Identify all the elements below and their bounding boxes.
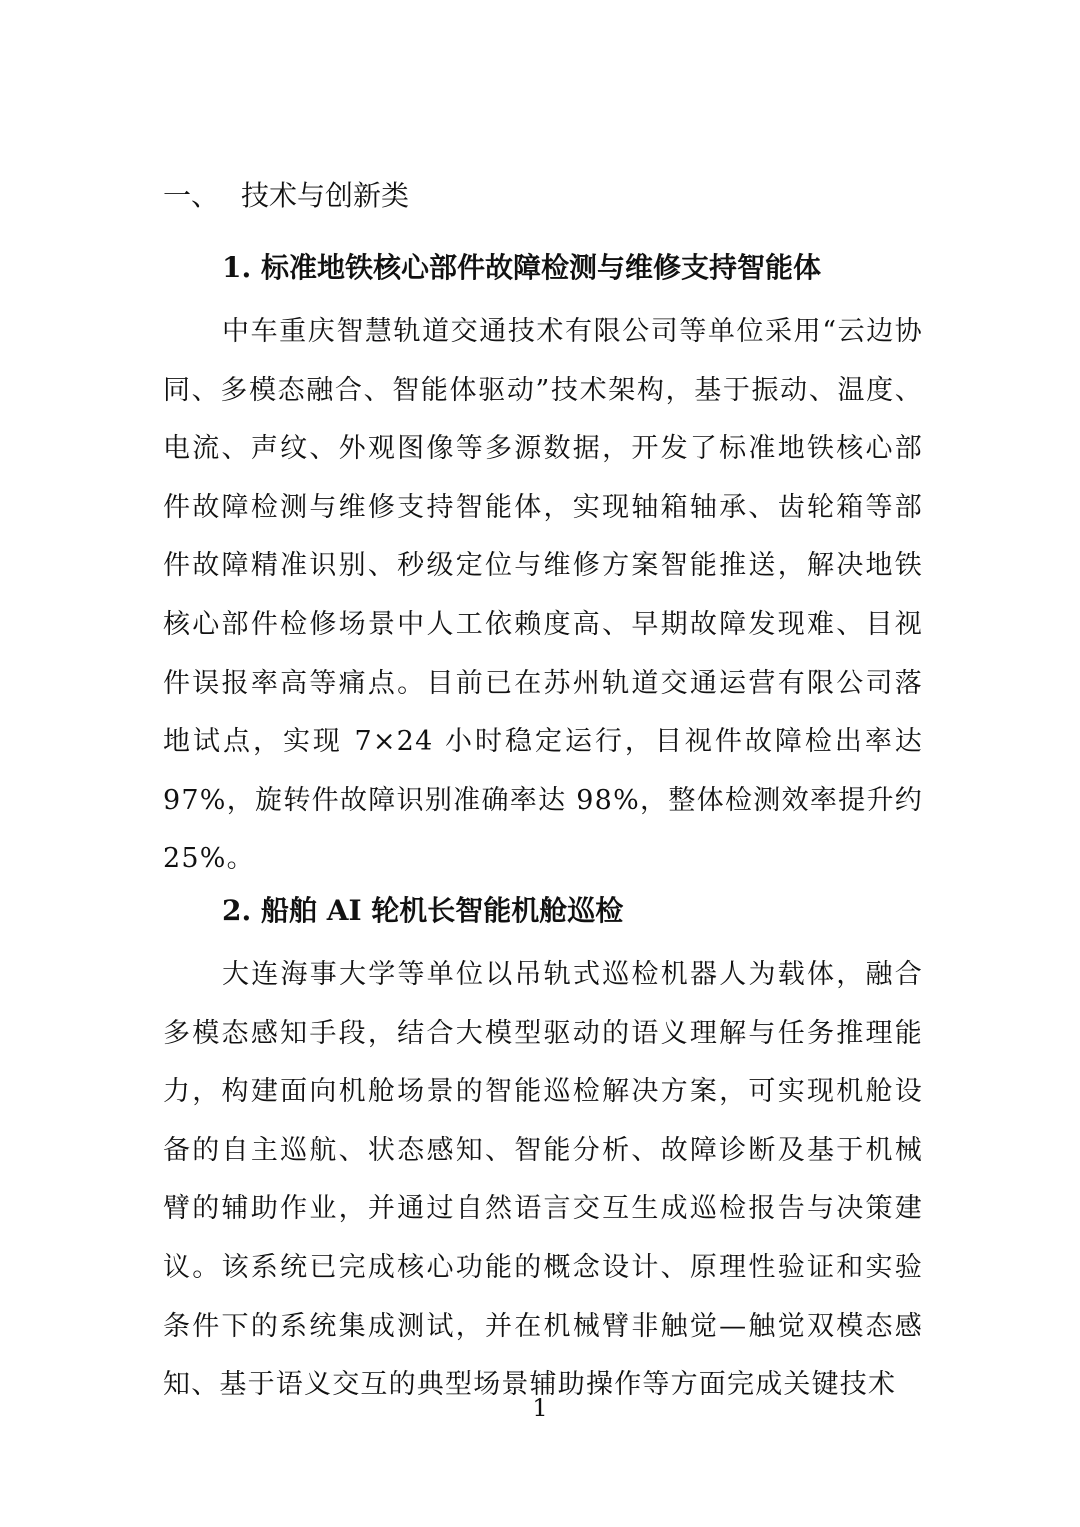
item-1-heading: 1. 标准地铁核心部件故障检测与维修支持智能体 [222, 251, 821, 284]
section-number: 一、 [163, 179, 220, 212]
section-title: 技术与创新类 [241, 179, 410, 212]
page-number: 1 [532, 1394, 548, 1422]
section-heading [163, 172, 409, 220]
item-1-body: 中车重庆智慧轨道交通技术有限公司等单位采用“云边协同、多模态融合、智能体驱动”技术架构，基于振动、温度、电流、声纹、外观图像等多源数据，开发了标准地铁核心部件故障检测与维修支持智能体，实现轴箱轴承、齿轮箱等部件故障精准识别、秒级定位与维修方案智能推送，解决地铁核心部件检修场景中人工依赖度高、早期故障发现难、目视件误报率高等痛点。目前已在苏州轨道交通运营有限公司落地试点，实现 7×24 小时稳定运行，目视件故障检出率达 97%，旋转件故障识别准确率达 98%，整体检测效率提升约 25%。 [163, 316, 923, 875]
item-2-heading: 2. 船舶 AI 轮机长智能机舱巡检 [222, 894, 624, 927]
item-2-body: 大连海事大学等单位以吊轨式巡检机器人为载体，融合多模态感知手段，结合大模型驱动的语义理解与任务推理能力，构建面向机舱场景的智能巡检解决方案，可实现机舱设备的自主巡航、状态感知、智能分析、故障诊断及基于机械臂的辅助作业，并通过自然语言交互生成巡检报告与决策建议。该系统已完成核心功能的概念设计、原理性验证和实验条件下的系统集成测试，并在机械臂非触觉—触觉双模态感知、基于语义交互的典型场景辅助操作等方面完成关键技术 [163, 959, 923, 1401]
